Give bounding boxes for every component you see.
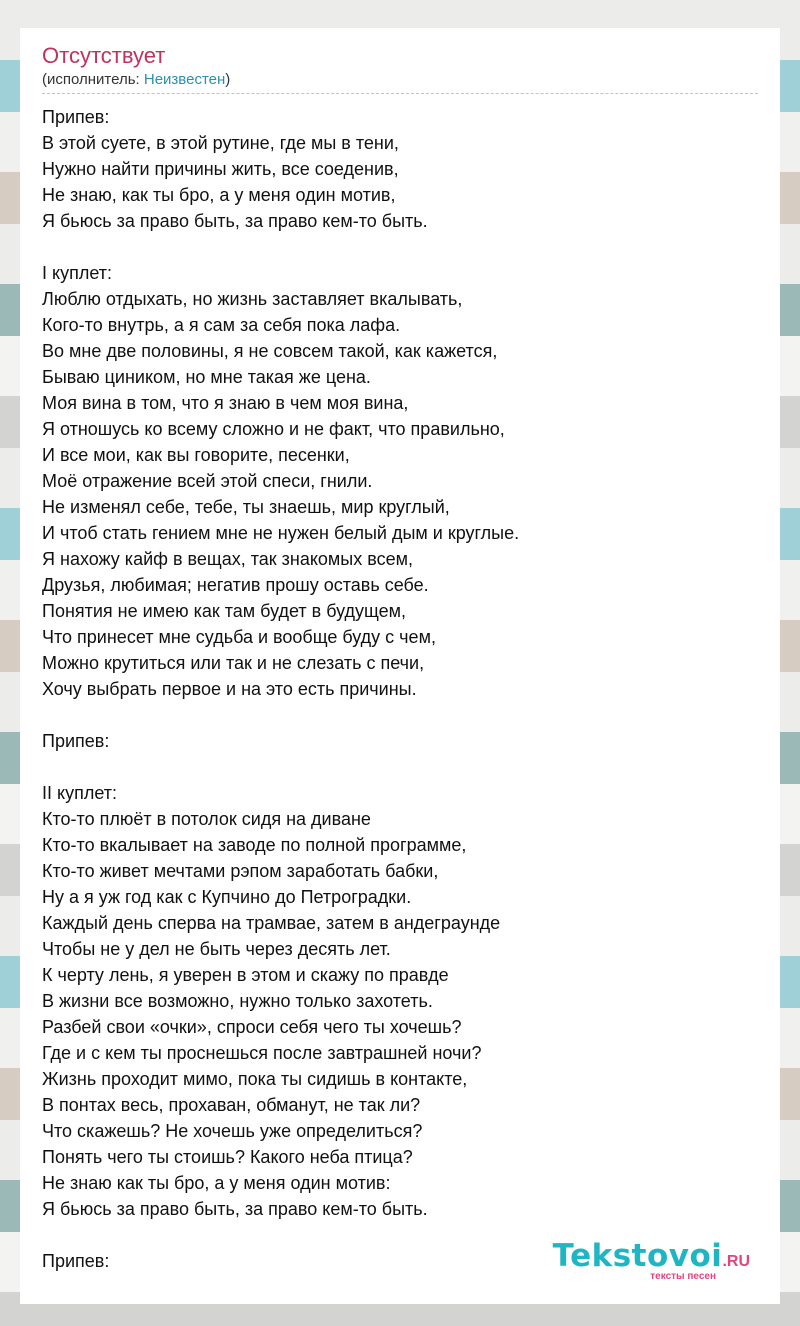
lyrics-blank-line (42, 702, 758, 728)
logo-wordmark (553, 1240, 750, 1272)
lyrics-line: Нужно найти причины жить, все соеденив, (42, 159, 399, 179)
lyrics-line: Где и с кем ты проснешься после завтрашней ночи? (42, 1043, 482, 1063)
lyrics-line: Не изменял себе, тебе, ты знаешь, мир круглый, (42, 497, 450, 517)
lyrics-line: Друзья, любимая; негатив прошу оставь себе. (42, 575, 429, 595)
header-divider (42, 93, 758, 94)
lyrics-card (20, 28, 780, 1304)
lyrics-line: Что принесет мне судьба и вообще буду с чем, (42, 627, 436, 647)
lyrics-line: Моя вина в том, что я знаю в чем моя вина, (42, 393, 409, 413)
lyrics-line: Чтобы не у дел не быть через десять лет. (42, 939, 391, 959)
lyrics-line: Во мне две половины, я не совсем такой, как кажется, (42, 341, 498, 361)
artist-prefix: (исполнитель: (42, 71, 144, 88)
lyrics-line: Кто-то плюёт в потолок сидя на диване (42, 809, 371, 829)
lyrics-line: Понятия не имею как там будет в будущем, (42, 601, 407, 621)
lyrics-line: Кто-то живет мечтами рэпом заработать бабки, (42, 861, 439, 881)
lyrics-line: Понять чего ты стоишь? Какого неба птица? (42, 1147, 413, 1167)
lyrics-line: Ну а я уж год как с Купчино до Петроградки. (42, 887, 412, 907)
lyrics-line: Я бьюсь за право быть, за право кем-то быть. (42, 1199, 428, 1219)
lyrics-line: Можно крутиться или так и не слезать с печи, (42, 653, 425, 673)
artist-link[interactable]: Неизвестен (143, 71, 226, 88)
logo-main-text: Tekstovoi (552, 1238, 723, 1274)
lyrics-line: Моё отражение всей этой спеси, гнили. (42, 471, 373, 491)
lyrics-line: Не знаю как ты бро, а у меня один мотив: (42, 1173, 391, 1193)
lyrics-line: Я нахожу кайф в вещах, так знакомых всем, (42, 549, 413, 569)
lyrics-line: И чтоб стать гением мне не нужен белый дым и круглые. (42, 523, 520, 543)
lyrics-line: Что скажешь? Не хочешь уже определиться? (42, 1121, 423, 1141)
lyrics-blank-line (42, 234, 758, 260)
lyrics-line: Я бьюсь за право быть, за право кем-то быть. (42, 211, 428, 231)
artist-suffix: ) (225, 71, 231, 88)
lyrics-body (42, 104, 758, 1274)
lyrics-line: Припев: (42, 731, 110, 751)
lyrics-line: И все мои, как вы говорите, песенки, (42, 445, 350, 465)
lyrics-line: В этой суете, в этой рутине, где мы в тени, (42, 133, 399, 153)
lyrics-blank-line (42, 754, 758, 780)
logo-tld: .RU (722, 1253, 750, 1270)
lyrics-line: Каждый день сперва на трамвае, затем в андеграунде (42, 913, 501, 933)
lyrics-line: Бываю циником, но мне такая же цена. (42, 367, 371, 387)
lyrics-line: Люблю отдыхать, но жизнь заставляет вкалывать, (42, 289, 463, 309)
lyrics-line: Жизнь проходит мимо, пока ты сидишь в контакте, (42, 1069, 468, 1089)
song-header (42, 42, 758, 90)
lyrics-line: Не знаю, как ты бро, а у меня один мотив, (42, 185, 396, 205)
lyrics-line: II куплет: (42, 783, 117, 803)
lyrics-line: Я отношусь ко всему сложно и не факт, что правильно, (42, 419, 505, 439)
lyrics-line: I куплет: (42, 263, 112, 283)
logo-tagline: тексты песен (650, 1271, 716, 1282)
lyrics-line: Разбей свои «очки», спроси себя чего ты хочешь? (42, 1017, 462, 1037)
lyrics-line: Кого-то внутрь, а я сам за себя пока лафа. (42, 315, 401, 335)
lyrics-line: Хочу выбрать первое и на это есть причины. (42, 679, 417, 699)
lyrics-line: В жизни все возможно, нужно только захотеть. (42, 991, 433, 1011)
lyrics-line: Припев: (42, 107, 110, 127)
song-title: Отсутствует (42, 43, 166, 68)
site-logo[interactable] (553, 1240, 750, 1282)
lyrics-line: Припев: (42, 1251, 110, 1271)
lyrics-line: Кто-то вкалывает на заводе по полной программе, (42, 835, 467, 855)
lyrics-line: К черту лень, я уверен в этом и скажу по правде (42, 965, 449, 985)
lyrics-line: В понтах весь, прохаван, обманут, не так ли? (42, 1095, 421, 1115)
artist-line (42, 70, 758, 90)
